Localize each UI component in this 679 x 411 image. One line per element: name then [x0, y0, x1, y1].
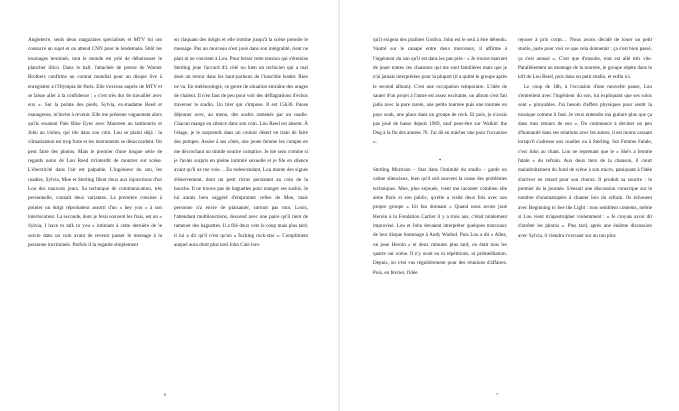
- page-number-left: 6: [164, 392, 167, 397]
- paragraph: qu'il exigera des pralines Godiva. John est le seul à être détendu. Vautré sur le canapé entre deux morceaux, il affirme à l'ingénieur du son qu'il est dans les pas près : « Je trouve marrant de jouer toutes ces chansons qui me sont familières mais que je n'ai jamais interprétées pour la plupart (il a quitté le groupe après le second album). C'est une occupation temporaire. L'idée de sauter d'un projet à l'autre est assez excitante, un album s'est fait jadis avec la pure rareté, une petite tournée puis une tournée en pays souk, une place dans un groupe de rock. Et puis, je n'avais pas joué de basse depuis 1969, sauf peut-être sur Walkin' the Dog à la fin des années 70. J'ai dû en mâcher une pour l'occasion ».: [373, 37, 507, 146]
- paragraph: Le coup de 18h, à l'occasion d'une nouvelle pause, Lou s'entretient avec l'ingénieur du son, lui expliquant que ses solos sont « pitoyables. J'ai besoin d'effets physiques pour sentir la musique comme il faut. Je veux entendre ma guitare plus que ça dans mes retours de son ». On commence à deviner un peu d'humanité dans ses relations avec les autres, il est moins cassant lorsqu'il s'adresse aux roadies ou à Sterling. Sur Femme Fatale, c'est John au chant. Lou ne reprenant que le « She's a femme fatale » du refrain. Aux deux tiers de la chanson, il court maladroitement du fond de scène à son micro, paniquant à l'idée d'arriver en retard pour son chorus. Il produit sa sourire : le premier de la journée. S'ensuit une discussion conscrque sur le nombre d'onomatopées à chanter lors du refrain. Ils échouent avec Beginning to See the Light : tous semblent contents, même si Lou vient m'apostropher violemment : « Je croyais avoir dit d'arrêter les photos ». Plus tard, après une énième discussion avec Sylvia, il viendra s'excuser sur un ton plus: [518, 83, 652, 239]
- right-page: [340, 0, 679, 411]
- left-page: [0, 0, 339, 411]
- left-page-column-1: [28, 36, 162, 250]
- right-page-column-2: [518, 36, 652, 241]
- paragraph: Angleterre, seuls deux magazines spécialisés et MTV lui ont consacré un sujet et on attend CNN pour le lendemain. Sitôt les tournages terminés, tout le monde est prié de débarrasser le plancher illico. Dans le hall, l'attachée de presse de Warner Brothers confirme un contrat mondial pour un disque live à enregistrer à l'Olympia de Paris. Elle s'excuse auprès de MTV et se laisse aller à la confidence : « c'est très dur de travailler avec eux ». Sur la pointe des pieds, Sylvia, ex-madame Reed et manageuse, m'invite à revenir. Elle me présente vaguement alors qu'ils essaient Pale Blue Eyes avec Maureen au tambourin et John au violon, qui tile dans son coin. Lou se plaint déjà : la climatisation est trop forte et les instruments se désaccordent. On peut faire des photos. Mais le premier d'une longue série de regards noirs de Lou Reed m'interdit de montrer sur scène. L'électricité dans l'air est palpable. L'ingénieur du son, les roadies, Sylvia, Moe et Sterling filent doux aux injonctions d'un Lou des mauvais jours. Sa technique de communication, très personnelle, connaît deux variantes. La première consiste à pointer un doigt réprobateur assorti d'un « hey you » à son interlocuteur. La seconde, dont je ferai souvent les frais, est un « Sylvia, I have to talk to you » intimant à cette dernière de le suivre dans un coin avant de revenir passer le message à la personne incriminée. Parfois il la regarde simplement: [28, 37, 162, 248]
- right-page-column-1: [373, 36, 507, 278]
- left-page-column-2: [174, 36, 308, 250]
- paragraph: en claquant des doigts et elle trottine jusqu'à la scène prendre le message. Pas un morceau n'est joué dans son intégralité, rient ne plait ni ne convient à Lou. Pour briser cette tension qui s'éternise Sterling joue l'accord d'à côté ou bien un techicien qui a mal dosé un retour dans les haut-parleurs de l'irascible leader. Rien ne va. En météorologie, ce genre de situation entraîne des orages de chaleur. Il n'en faut de peu pour voir des déflagrations d'échos traverser le studio. Un tirer qui s'impose. Il est 15h30. Pause déjeuner avec, au menu, des sushis ramenés par un roadie. Chacun mange en silence dans son coin. Lou Reed est absent. À l'étage, je le surprends dans un couloir désert en train de faire des pompes. Assise à ses côtés, une jeune femme les compte en me décrochant un timide sourire complice. Je me sens comme si je l'avais surpris en pleine intimité sexuelle et je file en silence avant qu'il ne me voie… En redescendant, Lou monte des signes d'énervement, dont un petit rictus persistant au coin de la bouche. Il ne trouve pas de baguettes pour manger ses sushis. Je lui aurais bien suggéré d'emprunter celles de Moe, mais personne n'a envie de plaisanter, surtout pas moi. Louis, l'attendant multilonctions, descend avec une paire qu'il tient de ramener des baguettes. Il a filé deux vers le coup mais plus tard, il lui a dit qu'il n'est qu'un « fucking rock-star ». Compliment auquel aura droit plus tard John Cale lors-: [174, 37, 308, 248]
- paragraph: rejouer à prix corps… Nous avons décidé de louer un petit studio, juste pour voir ce que cela donnerait : ça s'est bien passé, ça s'est amusé ». C'est que d'ensuite, tout est allé très vite. Parallèlement au montage de la tournée, le groupe répète dans le loft de Lou Reed, puis dans un petit studio, et enfin ici.: [518, 37, 652, 81]
- page-number-right: 7: [496, 392, 499, 397]
- paragraph: Sterling Morrison – Star dans l'intimité du studio – garde un calme silencieux, bien qu'il soit souvent la cause des problèmes techniques. Moe, plus enjouée, vient me raconter combien elle aime Paris et son public, qu'elle a visité deux fois avec son propre groupe « Un fan donnant « Quand nous avons joué Heroin à la Fondation Cartier il y a trois ans, c'était totalement improvisé. Lou et John devaient interpréter quelques morceaux de leur disque hommage à Andy Warhol. Puis Lou a dit « Allez, on joue Heroin » et deux minutes plus tard, on était tous les quatre sur scène. Il n'y avait eu ni répétitions, ni préméditation. Depuis, on s'est vus régulièrement pour des réunions d'affaires. Puis, en février, l'idée: [373, 167, 507, 276]
- section-separator: *: [438, 157, 442, 164]
